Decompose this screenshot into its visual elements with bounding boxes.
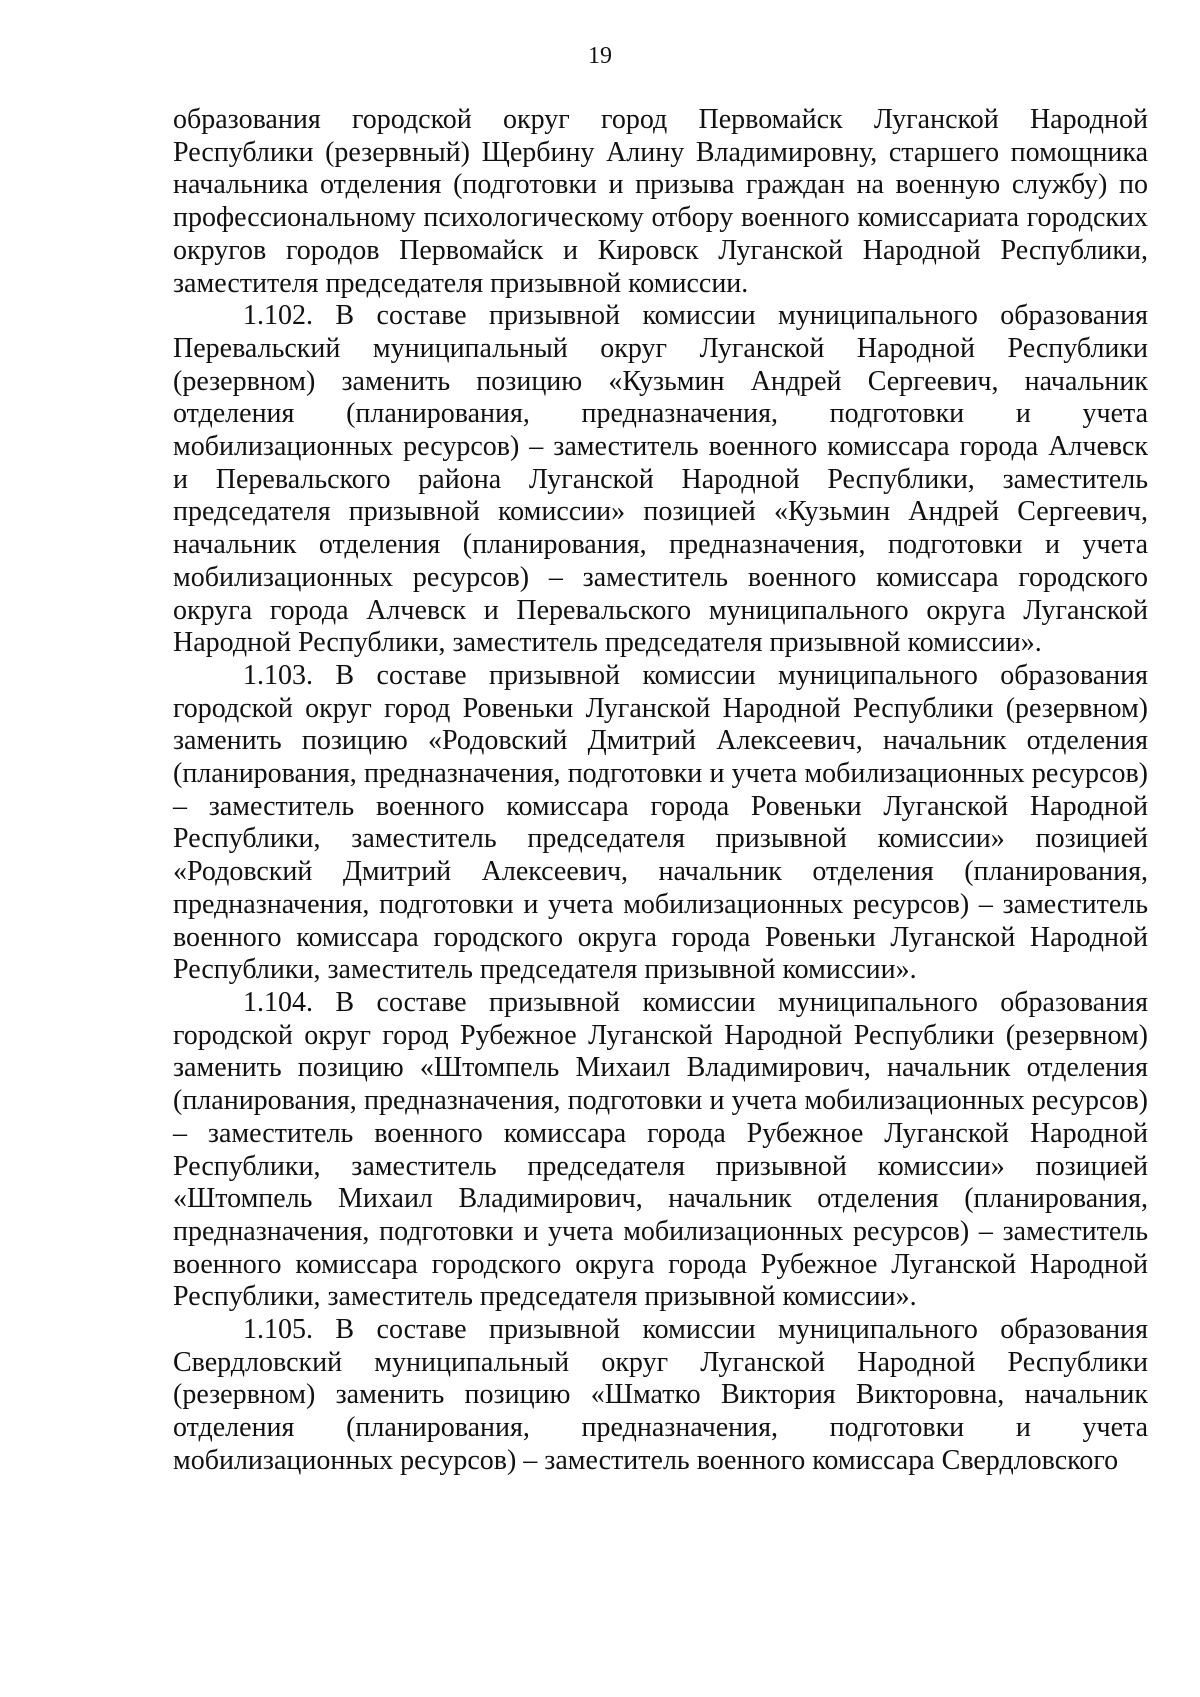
paragraph-continuation: образования городской округ город Первомайск Луганской Народной Республики (резервный) Щербину Алину Владимировну, старшего помощника начальника отделения (подготовки и призыва граждан на военную службу) по профессиональному психологическому отбору военного комиссариата городских округов городов Первомайск и Кировск Луганской Народной Республики, заместителя председателя призывной комиссии. xyxy=(173,104,1148,299)
paragraph-1-102: 1.102. В составе призывной комиссии муниципального образования Перевальский муниципальный округ Луганской Народной Республики (резервном) заменить позицию «Кузьмин Андрей Сергеевич, начальник отделения (планирования, предназначения, подготовки и учета мобилизационных ресурсов) – заместитель военного комиссара города Алчевск и Перевальского района Луганской Народной Республики, заместитель председателя призывной комиссии» позицией «Кузьмин Андрей Сергеевич, начальник отделения (планирования, предназначения, подготовки и учета мобилизационных ресурсов) – заместитель военного комиссара городского округа города Алчевск и Перевальского муниципального округа Луганской Народной Республики, заместитель председателя призывной комиссии». xyxy=(173,300,1148,659)
paragraph-1-105: 1.105. В составе призывной комиссии муниципального образования Свердловский муниципальный округ Луганской Народной Республики (резервном) заменить позицию «Шматко Виктория Викторовна, начальник отделения (планирования, предназначения, подготовки и учета мобилизационных ресурсов) – заместитель военного комиссара Свердловского xyxy=(173,1314,1148,1476)
document-body xyxy=(173,104,1148,1478)
paragraph-1-104: 1.104. В составе призывной комиссии муниципального образования городской округ город Рубежное Луганской Народной Республики (резервном) заменить позицию «Штомпель Михаил Владимирович, начальник отделения (планирования, предназначения, подготовки и учета мобилизационных ресурсов) – заместитель военного комиссара города Рубежное Луганской Народной Республики, заместитель председателя призывной комиссии» позицией «Штомпель Михаил Владимирович, начальник отделения (планирования, предназначения, подготовки и учета мобилизационных ресурсов) – заместитель военного комиссара городского округа города Рубежное Луганской Народной Республики, заместитель председателя призывной комиссии». xyxy=(173,986,1148,1313)
page-number: 19 xyxy=(588,43,612,69)
paragraph-1-103: 1.103. В составе призывной комиссии муниципального образования городской округ город Ровеньки Луганской Народной Республики (резервном) заменить позицию «Родовский Дмитрий Алексеевич, начальник отделения (планирования, предназначения, подготовки и учета мобилизационных ресурсов) – заместитель военного комиссара города Ровеньки Луганской Народной Республики, заместитель председателя призывной комиссии» позицией «Родовский Дмитрий Алексеевич, начальник отделения (планирования, предназначения, подготовки и учета мобилизационных ресурсов) – заместитель военного комиссара городского округа города Ровеньки Луганской Народной Республики, заместитель председателя призывной комиссии». xyxy=(173,659,1148,986)
